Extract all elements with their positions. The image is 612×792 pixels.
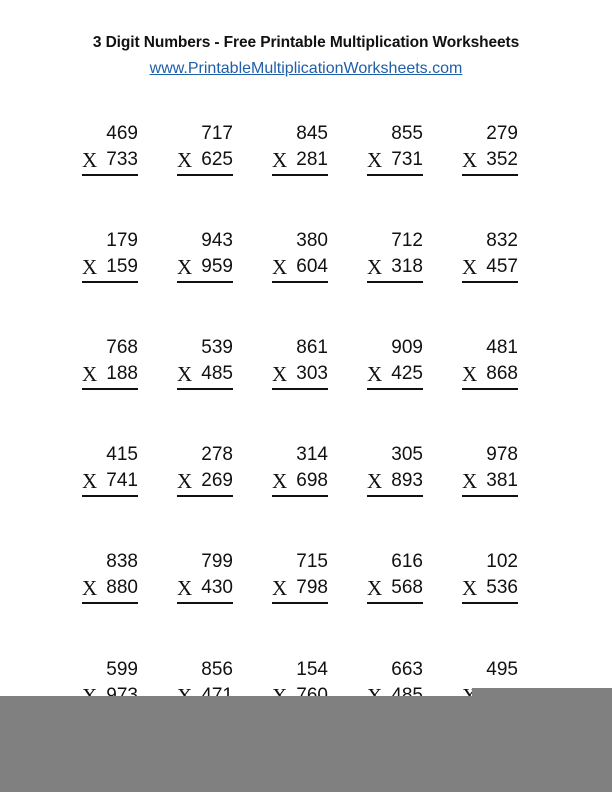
multiplication-problem [82,551,138,611]
times-sign: X [272,255,288,279]
multiplication-problem [272,444,328,504]
multiplier: 430 [201,577,233,598]
answer-line [367,174,423,176]
answer-line [82,388,138,390]
times-sign: X [82,362,98,386]
multiplier: 281 [296,149,328,170]
times-sign: X [462,576,478,600]
multiplicand: 768 [106,337,138,358]
times-sign: X [177,255,193,279]
times-sign: X [367,469,383,493]
answer-line [272,602,328,604]
answer-line [177,602,233,604]
multiplicand: 314 [296,444,328,465]
multiplier: 381 [486,470,518,491]
multiplicand: 102 [486,551,518,572]
multiplicand: 380 [296,230,328,251]
multiplicand: 415 [106,444,138,465]
multiplicand: 712 [391,230,423,251]
multiplier: 798 [296,577,328,598]
answer-line [462,388,518,390]
multiplier: 731 [391,149,423,170]
times-sign: X [177,576,193,600]
multiplicand: 279 [486,123,518,144]
answer-line [272,174,328,176]
answer-line [462,602,518,604]
answer-line [177,388,233,390]
times-sign: X [272,576,288,600]
multiplication-problem [462,444,518,504]
answer-line [272,388,328,390]
multiplicand: 943 [201,230,233,251]
multiplier: 880 [106,577,138,598]
multiplication-problem [177,230,233,290]
times-sign: X [462,148,478,172]
multiplier: 303 [296,363,328,384]
multiplication-problem [462,123,518,183]
multiplication-problem [177,123,233,183]
multiplier: 568 [391,577,423,598]
multiplicand: 305 [391,444,423,465]
multiplication-problem [462,230,518,290]
multiplicand: 154 [296,659,328,680]
answer-line [272,281,328,283]
multiplicand: 495 [486,659,518,680]
multiplier: 698 [296,470,328,491]
multiplication-problem [367,337,423,397]
multiplicand: 861 [296,337,328,358]
answer-line [177,495,233,497]
multiplication-problem [272,230,328,290]
times-sign: X [82,148,98,172]
times-sign: X [272,469,288,493]
multiplicand: 799 [201,551,233,572]
multiplication-problem [272,337,328,397]
multiplication-problem [367,230,423,290]
multiplication-problem [177,551,233,611]
multiplier: 188 [106,363,138,384]
times-sign: X [462,255,478,279]
multiplicand: 717 [201,123,233,144]
times-sign: X [82,255,98,279]
multiplicand: 469 [106,123,138,144]
multiplier: 741 [106,470,138,491]
multiplication-problem [82,444,138,504]
answer-line [462,495,518,497]
multiplication-problem [177,337,233,397]
times-sign: X [367,576,383,600]
times-sign: X [272,148,288,172]
multiplication-problem [462,551,518,611]
multiplier: 868 [486,363,518,384]
website-link[interactable]: www.PrintableMultiplicationWorksheets.com [149,60,463,77]
multiplier: 604 [296,256,328,277]
multiplication-problem [82,123,138,183]
multiplicand: 616 [391,551,423,572]
answer-line [82,174,138,176]
answer-line [367,281,423,283]
gray-overlay-corner [472,688,612,792]
multiplication-problem [367,123,423,183]
answer-line [367,495,423,497]
multiplier: 733 [106,149,138,170]
times-sign: X [82,576,98,600]
multiplier: 269 [201,470,233,491]
multiplier: 318 [391,256,423,277]
times-sign: X [177,469,193,493]
times-sign: X [462,469,478,493]
multiplier: 352 [486,149,518,170]
times-sign: X [462,362,478,386]
answer-line [367,388,423,390]
multiplicand: 838 [106,551,138,572]
multiplier: 159 [106,256,138,277]
times-sign: X [272,362,288,386]
multiplication-problem [367,444,423,504]
multiplier: 625 [201,149,233,170]
multiplicand: 832 [486,230,518,251]
answer-line [82,602,138,604]
multiplication-problem [82,230,138,290]
multiplier: 536 [486,577,518,598]
answer-line [462,281,518,283]
multiplicand: 539 [201,337,233,358]
multiplier: 893 [391,470,423,491]
multiplicand: 856 [201,659,233,680]
multiplier: 425 [391,363,423,384]
multiplicand: 845 [296,123,328,144]
multiplicand: 278 [201,444,233,465]
answer-line [367,602,423,604]
answer-line [82,495,138,497]
answer-line [177,281,233,283]
multiplication-problem [272,123,328,183]
multiplication-problem [82,337,138,397]
answer-line [462,174,518,176]
multiplicand: 715 [296,551,328,572]
multiplicand: 481 [486,337,518,358]
multiplication-problem [462,337,518,397]
multiplier: 959 [201,256,233,277]
multiplicand: 179 [106,230,138,251]
page-title: 3 Digit Numbers - Free Printable Multiplication Worksheets [92,34,520,51]
times-sign: X [177,362,193,386]
multiplicand: 663 [391,659,423,680]
times-sign: X [367,148,383,172]
multiplicand: 909 [391,337,423,358]
answer-line [82,281,138,283]
times-sign: X [367,362,383,386]
multiplication-problem [367,551,423,611]
times-sign: X [367,255,383,279]
answer-line [177,174,233,176]
answer-line [272,495,328,497]
multiplicand: 599 [106,659,138,680]
times-sign: X [177,148,193,172]
multiplier: 457 [486,256,518,277]
multiplicand: 855 [391,123,423,144]
multiplier: 485 [201,363,233,384]
multiplication-problem [177,444,233,504]
times-sign: X [82,469,98,493]
multiplicand: 978 [486,444,518,465]
multiplication-problem [272,551,328,611]
